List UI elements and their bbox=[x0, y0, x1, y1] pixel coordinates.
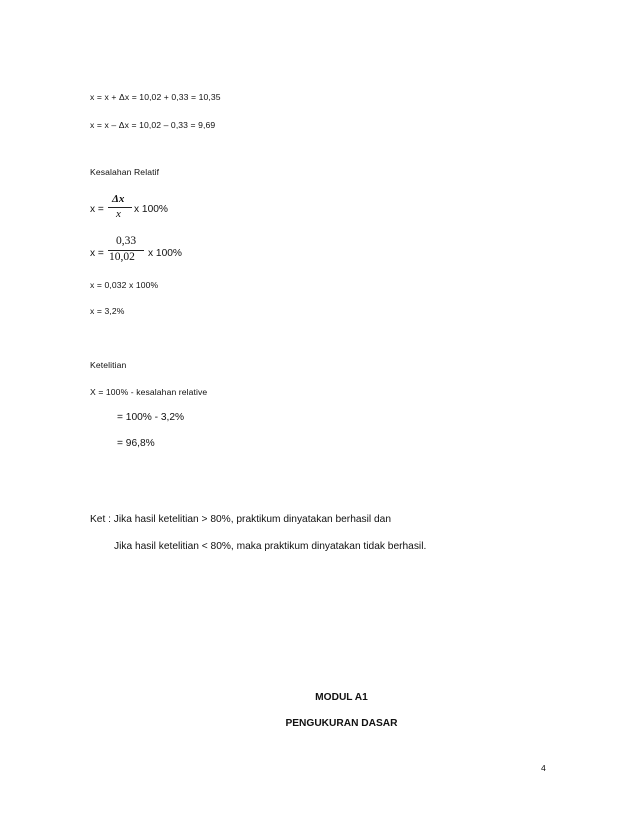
ket-line-2: Jika hasil ketelitian < 80%, maka praktikum dinyatakan tidak berhasil. bbox=[114, 541, 427, 552]
ket-line-1: Ket : Jika hasil ketelitian > 80%, praktikum dinyatakan berhasil dan bbox=[90, 514, 391, 525]
ketelitian-formula: X = 100% - kesalahan relative bbox=[90, 387, 208, 397]
ketelitian-step-2: = 96,8% bbox=[117, 438, 155, 449]
eq2-suffix: x 100% bbox=[148, 248, 182, 259]
equation-result-1: x = 0,032 x 100% bbox=[90, 280, 159, 290]
eq2-denominator: 10,02 bbox=[109, 251, 135, 263]
ketelitian-step-1: = 100% - 3,2% bbox=[117, 412, 185, 423]
eq1-prefix: x = bbox=[90, 204, 104, 215]
equation-lower-bound: x = x – Δx = 10,02 – 0,33 = 9,69 bbox=[90, 120, 216, 130]
eq2-prefix: x = bbox=[90, 248, 104, 259]
eq1-denominator: x bbox=[116, 208, 121, 220]
eq1-numerator: Δx bbox=[112, 193, 125, 205]
modul-subtitle: PENGUKURAN DASAR bbox=[285, 718, 398, 729]
equation-result-2: x = 3,2% bbox=[90, 306, 125, 316]
ketelitian-heading: Ketelitian bbox=[90, 360, 127, 370]
page-number: 4 bbox=[541, 763, 546, 773]
kesalahan-relatif-heading: Kesalahan Relatif bbox=[90, 167, 160, 177]
eq1-fraction bbox=[108, 193, 132, 223]
eq1-suffix: x 100% bbox=[134, 204, 168, 215]
eq2-numerator: 0,33 bbox=[116, 235, 137, 247]
eq2-fraction bbox=[108, 235, 144, 267]
modul-title: MODUL A1 bbox=[315, 692, 368, 703]
equation-upper-bound: x = x + Δx = 10,02 + 0,33 = 10,35 bbox=[90, 92, 221, 102]
